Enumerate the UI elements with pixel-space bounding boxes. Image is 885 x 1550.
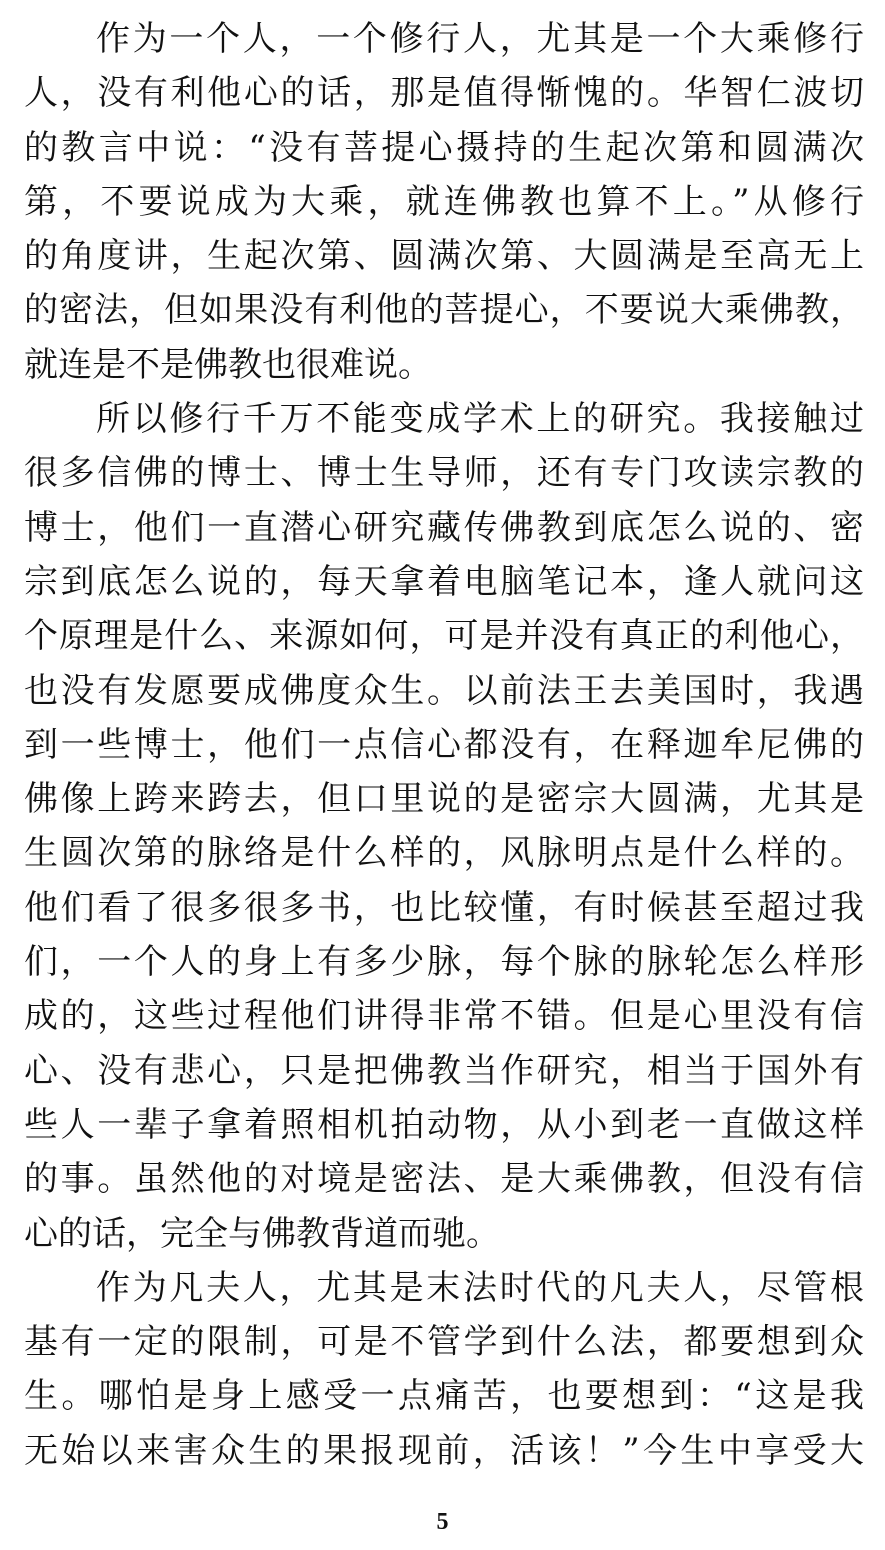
text-line: 的事。虽然他的对境是密法、是大乘佛教，但没有信 [24,1159,864,1200]
text-line: 第，不要说成为大乘，就连佛教也算不上。”从修行 [24,181,864,222]
text-line: 就连是不是佛教也很难说。 [24,344,432,385]
text-line: 心、没有悲心，只是把佛教当作研究，相当于国外有 [24,1050,864,1091]
text-line: 博士，他们一直潜心研究藏传佛教到底怎么说的、密 [24,507,864,548]
text-line: 所以修行千万不能变成学术上的研究。我接触过 [96,399,864,440]
text-line: 的角度讲，生起次第、圆满次第、大圆满是至高无上 [24,236,864,277]
text-line: 个原理是什么、来源如何，可是并没有真正的利他心， [24,616,864,657]
text-line: 他们看了很多很多书，也比较懂，有时候甚至超过我 [24,887,864,928]
paragraph-1 [24,12,864,392]
text-line: 们，一个人的身上有多少脉，每个脉的脉轮怎么样形 [24,942,864,983]
page-body [24,12,864,1478]
text-line: 佛像上跨来跨去，但口里说的是密宗大圆满，尤其是 [24,779,864,820]
text-line: 生。哪怕是身上感受一点痛苦，也要想到：“这是我 [24,1376,864,1417]
text-line: 人，没有利他心的话，那是值得惭愧的。华智仁波切 [24,73,864,114]
text-line: 的密法，但如果没有利他的菩提心，不要说大乘佛教， [24,290,864,331]
text-line: 生圆次第的脉络是什么样的，风脉明点是什么样的。 [24,833,864,874]
paragraph-2 [24,392,864,1261]
text-line: 很多信佛的博士、博士生导师，还有专门攻读宗教的 [24,453,864,494]
text-line: 作为一个人，一个修行人，尤其是一个大乘修行 [96,19,864,59]
text-line: 成的，这些过程他们讲得非常不错。但是心里没有信 [24,996,864,1037]
text-line: 也没有发愿要成佛度众生。以前法王去美国时，我遇 [24,670,864,711]
text-line: 作为凡夫人，尤其是末法时代的凡夫人，尽管根 [96,1267,864,1308]
text-line: 基有一定的限制，可是不管学到什么法，都要想到众 [24,1322,864,1363]
paragraph-3 [24,1261,864,1478]
page-number: 5 [436,1509,449,1535]
text-line: 到一些博士，他们一点信心都没有，在释迦牟尼佛的 [24,724,864,765]
text-line: 的教言中说：“没有菩提心摄持的生起次第和圆满次 [24,127,864,168]
text-line: 心的话，完全与佛教背道而驰。 [24,1213,500,1254]
text-line: 些人一辈子拿着照相机拍动物，从小到老一直做这样 [24,1104,864,1145]
text-line: 宗到底怎么说的，每天拿着电脑笔记本，逢人就问这 [24,561,864,602]
text-line: 无始以来害众生的果报现前，活该！”今生中享受大 [24,1430,864,1471]
